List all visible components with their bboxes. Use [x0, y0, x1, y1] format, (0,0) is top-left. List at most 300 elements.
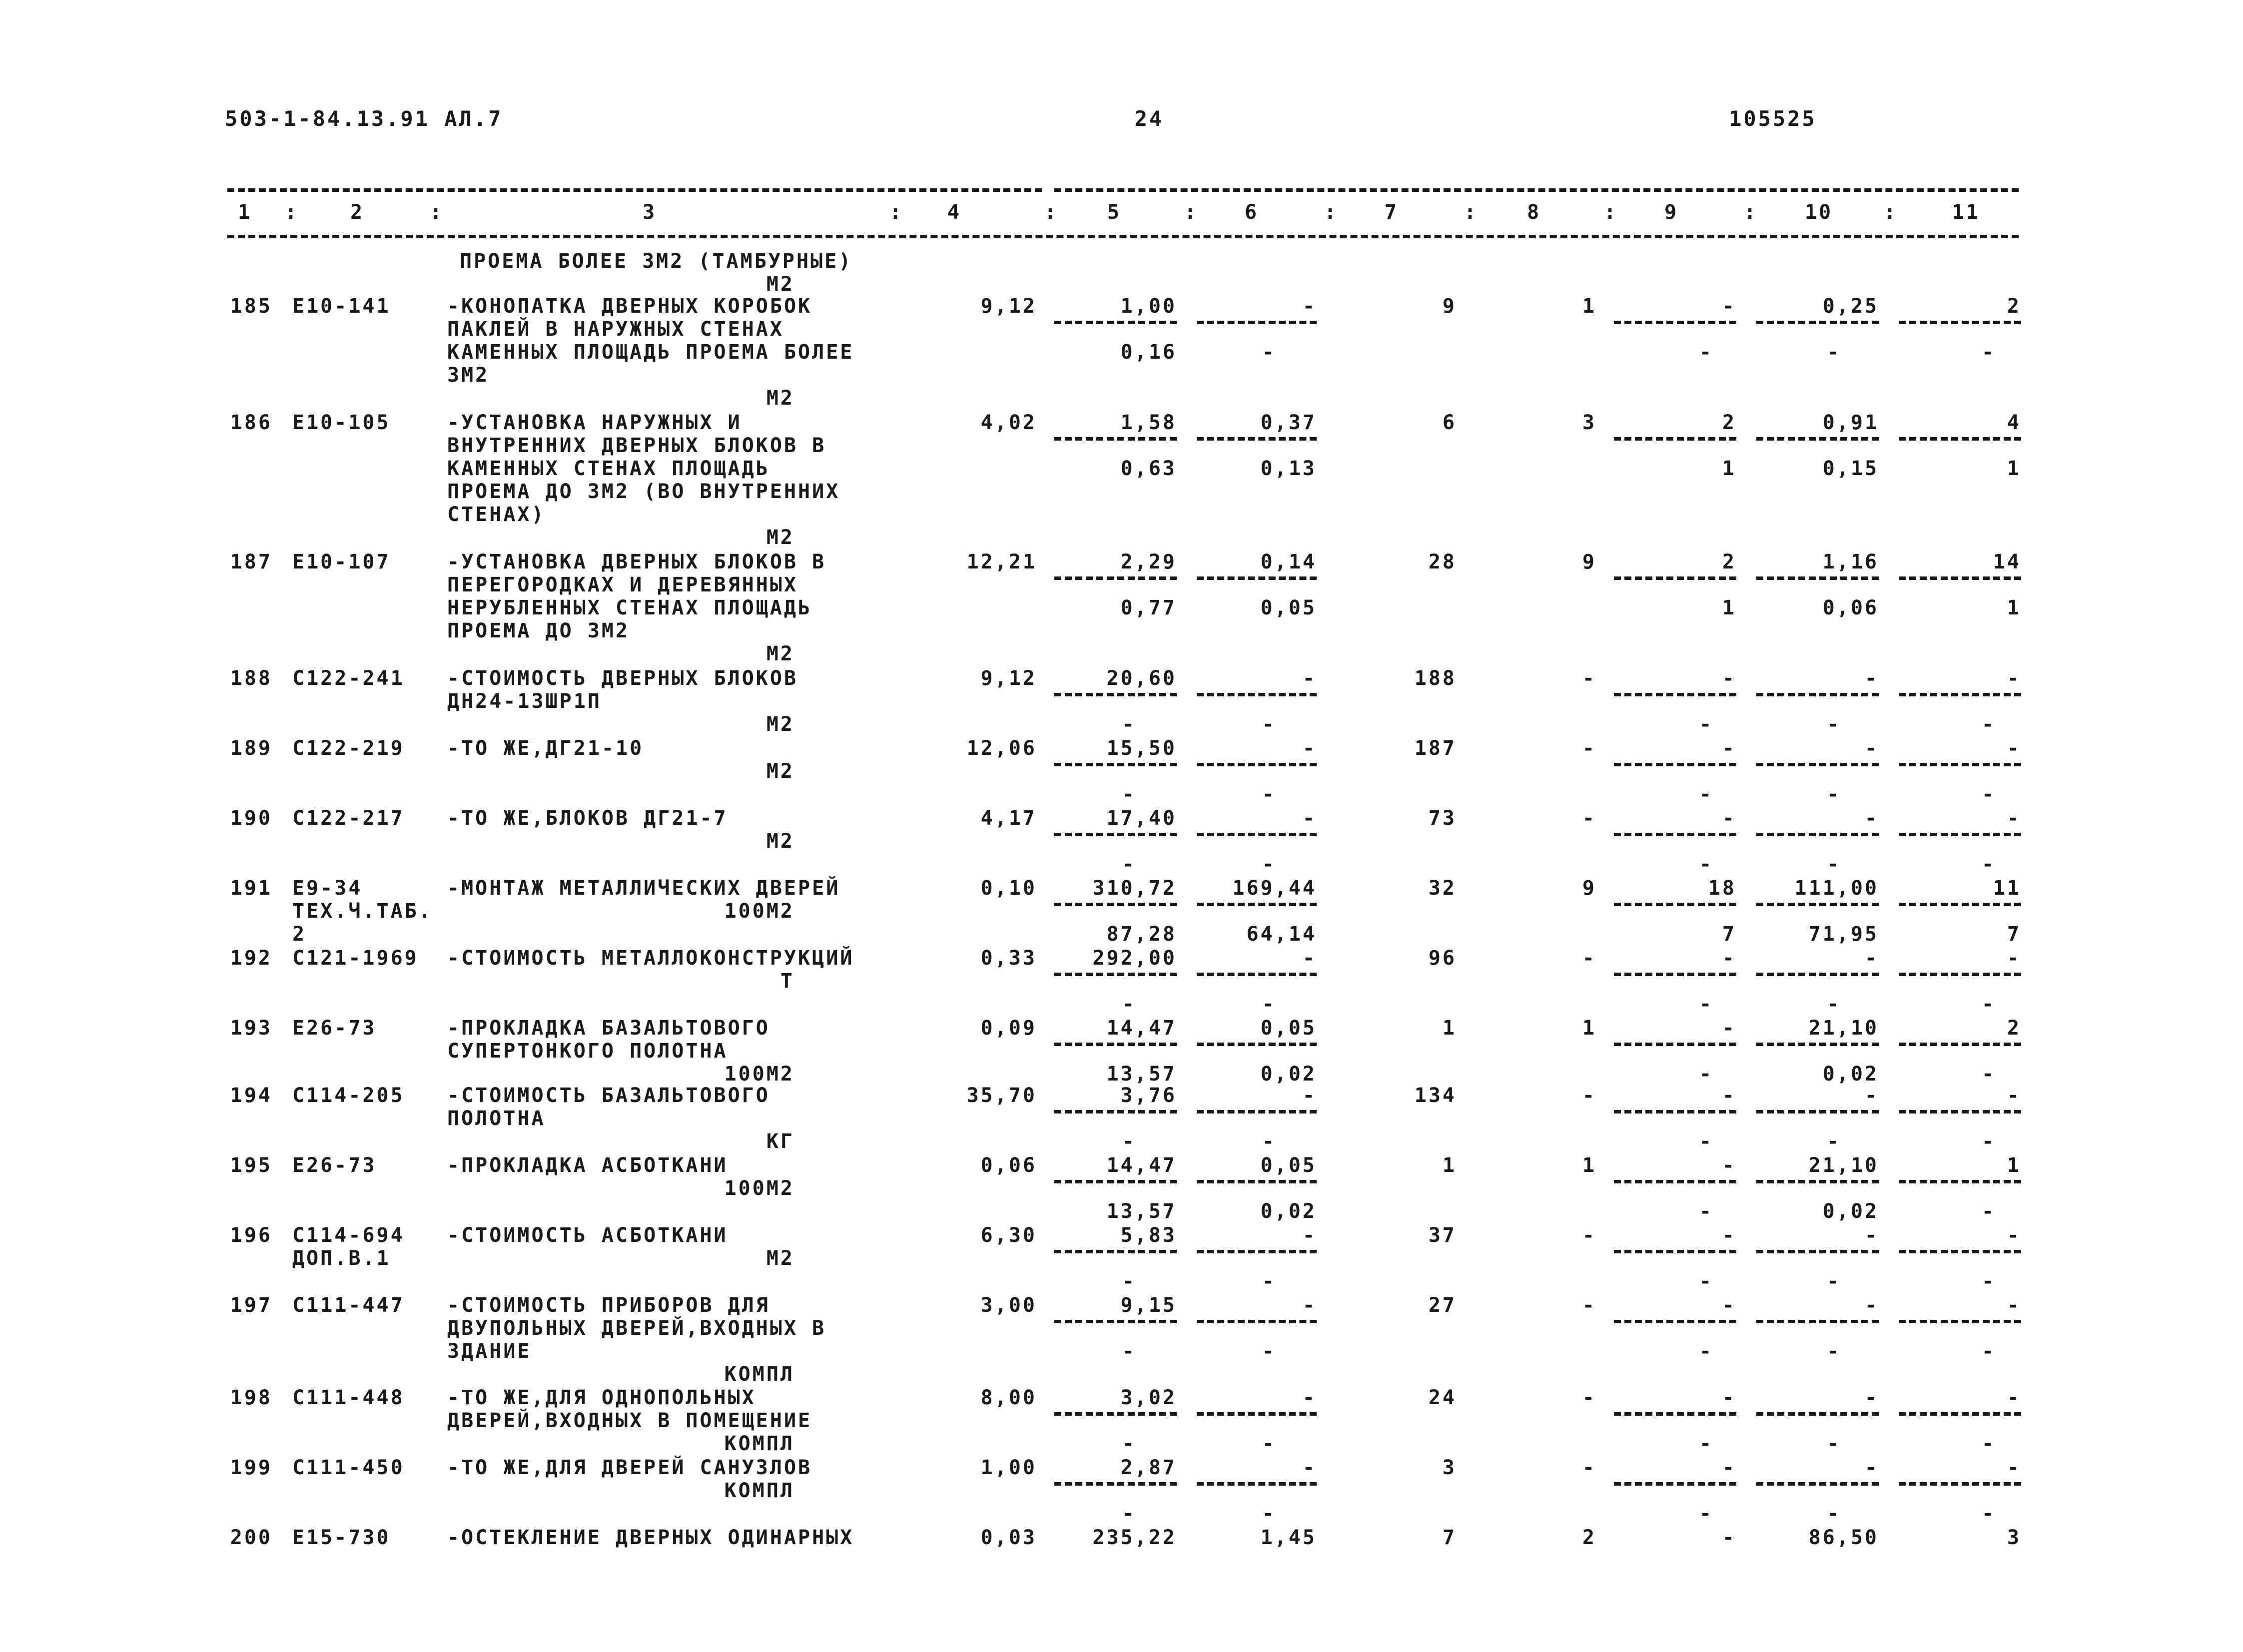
row-quantity: 9,12 [980, 295, 1037, 318]
row-description: -ПРОКЛАДКА АСБОТКАНИ [447, 1154, 728, 1177]
row-quantity: 6,30 [980, 1224, 1037, 1247]
row-c8: - [1582, 947, 1596, 970]
row-c9-sub: - [1699, 1502, 1714, 1525]
value-divider [1197, 1482, 1317, 1486]
row-number: 185 [230, 295, 272, 318]
row-c11: - [2007, 1224, 2021, 1247]
row-c10-sub: - [1826, 713, 1841, 736]
row-c10-sub: - [1826, 1502, 1841, 1525]
value-divider [1054, 903, 1177, 906]
row-c9: - [1722, 1017, 1736, 1040]
row-quantity: 12,21 [966, 551, 1037, 573]
row-c11-sub: - [1981, 853, 1996, 876]
row-c11: - [2007, 1294, 2021, 1317]
row-c11: - [2007, 947, 2021, 970]
value-divider [1197, 1250, 1317, 1253]
value-divider [1614, 973, 1736, 976]
value-divider [1054, 1412, 1177, 1416]
row-number: 187 [230, 551, 272, 573]
row-c6: - [1302, 1084, 1317, 1107]
row-number: 199 [230, 1456, 272, 1479]
column-header-6: 6 [1244, 201, 1259, 224]
row-c5-sub: - [1122, 993, 1137, 1016]
row-c6: - [1302, 1456, 1317, 1479]
column-separator: : [1184, 201, 1199, 224]
row-c10: 21,10 [1808, 1154, 1879, 1177]
row-c6: - [1302, 1386, 1317, 1409]
row-c10-sub: 0,06 [1822, 596, 1879, 619]
row-code: 2 [292, 923, 307, 946]
row-code: Е26-73 [292, 1154, 377, 1177]
row-c9: - [1722, 1386, 1736, 1409]
row-quantity: 35,70 [966, 1084, 1037, 1107]
row-c10: 111,00 [1794, 877, 1879, 900]
row-description: -КОНОПАТКА ДВЕРНЫХ КОРОБОК [447, 295, 812, 318]
row-c7: 37 [1428, 1224, 1457, 1247]
value-divider [1614, 693, 1736, 696]
row-c6: 169,44 [1232, 877, 1317, 900]
row-c9: 2 [1722, 411, 1736, 434]
row-c10-sub: - [1826, 1340, 1841, 1363]
row-unit: М2 [766, 642, 794, 665]
row-number: 198 [230, 1386, 272, 1409]
value-divider [1197, 1180, 1317, 1183]
row-quantity: 12,06 [966, 737, 1037, 760]
value-divider [1899, 833, 2021, 836]
row-code: С114-205 [292, 1084, 405, 1107]
row-c5-sub: - [1122, 1340, 1137, 1363]
row-quantity: 9,12 [980, 667, 1037, 690]
row-c11: 3 [2007, 1526, 2021, 1549]
value-divider [1054, 763, 1177, 766]
row-quantity: 0,09 [980, 1017, 1037, 1040]
column-header-1: 1 [237, 201, 252, 224]
row-code: С121-1969 [292, 947, 419, 970]
row-code: С122-219 [292, 737, 405, 760]
row-c5-sub: 87,28 [1106, 923, 1177, 946]
row-c10-sub: 0,02 [1822, 1063, 1879, 1086]
row-c8: 9 [1582, 551, 1596, 573]
row-number: 193 [230, 1017, 272, 1040]
row-c8: 1 [1582, 1154, 1596, 1177]
value-divider [1899, 973, 2021, 976]
doc-code: 503-1-84.13.91 АЛ.7 [225, 106, 503, 131]
value-divider [1197, 437, 1317, 441]
row-quantity: 4,17 [980, 807, 1037, 830]
row-c8: - [1582, 1224, 1596, 1247]
row-c9: 2 [1722, 551, 1736, 573]
row-c9-sub: 1 [1722, 596, 1736, 619]
value-divider [1054, 437, 1177, 441]
row-c5-sub: 13,57 [1106, 1063, 1177, 1086]
row-c9-sub: - [1699, 1130, 1714, 1153]
column-separator: : [285, 201, 299, 224]
row-description: -УСТАНОВКА НАРУЖНЫХ И [447, 411, 742, 434]
row-c7: 7 [1442, 1526, 1457, 1549]
row-quantity: 0,33 [980, 947, 1037, 970]
row-description: ПРОЕМА ДО ЗМ2 (ВО ВНУТРЕННИХ [447, 480, 840, 503]
row-c5-sub: 13,57 [1106, 1200, 1177, 1223]
value-divider [1756, 1110, 1879, 1113]
row-c9: - [1722, 667, 1736, 690]
value-divider [1197, 903, 1317, 906]
row-quantity: 0,06 [980, 1154, 1037, 1177]
row-c5-sub: - [1122, 1502, 1137, 1525]
row-c5: 14,47 [1106, 1017, 1177, 1040]
row-continuation-text: ПРОЕМА БОЛЕЕ ЗМ2 (ТАМБУРНЫЕ) [460, 250, 853, 273]
row-number: 196 [230, 1224, 272, 1247]
column-header-10: 10 [1804, 201, 1833, 224]
row-code: Е10-107 [292, 551, 391, 573]
row-quantity: 0,03 [980, 1526, 1037, 1549]
value-divider [1756, 1482, 1879, 1486]
row-c9-sub: 1 [1722, 457, 1736, 480]
row-c11-sub: - [1981, 1432, 1996, 1455]
value-divider [1756, 576, 1879, 580]
row-c6: 0,05 [1260, 1017, 1317, 1040]
row-c10-sub: 71,95 [1808, 923, 1879, 946]
row-c10-sub: - [1826, 1270, 1841, 1293]
value-divider [1614, 1043, 1736, 1046]
column-separator: : [1604, 201, 1618, 224]
value-divider [1197, 693, 1317, 696]
row-c10-sub: 0,02 [1822, 1200, 1879, 1223]
row-c11: 2 [2007, 1017, 2021, 1040]
column-separator: : [1744, 201, 1758, 224]
header-rule-top [227, 188, 1042, 192]
row-c9-sub: 7 [1722, 923, 1736, 946]
row-unit: М2 [766, 387, 794, 410]
row-c5: 2,29 [1120, 551, 1177, 573]
row-c6-sub: - [1262, 783, 1277, 806]
row-c8: 3 [1582, 411, 1596, 434]
row-c10-sub: - [1826, 993, 1841, 1016]
row-unit: М2 [766, 760, 794, 783]
row-code: С122-241 [292, 667, 405, 690]
row-c5-sub: 0,16 [1120, 341, 1177, 364]
row-c7: 27 [1428, 1294, 1457, 1317]
row-c9: - [1722, 807, 1736, 830]
row-c11: - [2007, 737, 2021, 760]
row-c8: 1 [1582, 295, 1596, 318]
row-c10: 1,16 [1822, 551, 1879, 573]
row-unit: 100М2 [724, 900, 794, 923]
value-divider [1197, 576, 1317, 580]
row-c5-sub: 0,77 [1120, 596, 1177, 619]
row-number: 194 [230, 1084, 272, 1107]
header-rule-top [1054, 188, 2019, 192]
row-c7: 134 [1414, 1084, 1457, 1107]
row-c5: 310,72 [1092, 877, 1177, 900]
value-divider [1756, 437, 1879, 441]
column-header-8: 8 [1526, 201, 1541, 224]
row-description: -МОНТАЖ МЕТАЛЛИЧЕСКИХ ДВЕРЕЙ [447, 877, 840, 900]
row-c6: - [1302, 295, 1317, 318]
row-c5: 9,15 [1120, 1294, 1177, 1317]
row-description: СТЕНАХ) [447, 503, 546, 526]
value-divider [1614, 437, 1736, 441]
row-c6: - [1302, 1294, 1317, 1317]
row-c11: - [2007, 1084, 2021, 1107]
row-c11: 4 [2007, 411, 2021, 434]
value-divider [1899, 1320, 2021, 1323]
row-c11-sub: - [1981, 713, 1996, 736]
row-c10: - [1864, 1224, 1879, 1247]
row-c10-sub: - [1826, 783, 1841, 806]
row-c10: - [1864, 807, 1879, 830]
row-description: -СТОИМОСТЬ ПРИБОРОВ ДЛЯ [447, 1294, 770, 1317]
row-c9: - [1722, 1224, 1736, 1247]
row-description: -ТО ЖЕ,ДЛЯ ОДНОПОЛЬНЫХ [447, 1386, 756, 1409]
row-unit: М2 [766, 273, 794, 296]
row-c5-sub: - [1122, 783, 1137, 806]
row-c10: - [1864, 1386, 1879, 1409]
row-c9: - [1722, 737, 1736, 760]
row-c9-sub: - [1699, 783, 1714, 806]
value-divider [1614, 1110, 1736, 1113]
row-c9-sub: - [1699, 1432, 1714, 1455]
row-c5: 3,76 [1120, 1084, 1177, 1107]
row-c6: - [1302, 807, 1317, 830]
value-divider [1899, 763, 2021, 766]
row-description: ДВУПОЛЬНЫХ ДВЕРЕЙ,ВХОДНЫХ В [447, 1317, 826, 1340]
row-c11-sub: 1 [2007, 596, 2021, 619]
row-description: -УСТАНОВКА ДВЕРНЫХ БЛОКОВ В [447, 551, 826, 573]
row-unit: М2 [766, 526, 794, 549]
row-c7: 188 [1414, 667, 1457, 690]
row-description: ПРОЕМА ДО ЗМ2 [447, 619, 630, 642]
value-divider [1197, 973, 1317, 976]
row-c9-sub: - [1699, 853, 1714, 876]
row-c7: 9 [1442, 295, 1457, 318]
row-c8: 1 [1582, 1017, 1596, 1040]
row-number: 197 [230, 1294, 272, 1317]
row-code: Е15-730 [292, 1526, 391, 1549]
row-c10: 21,10 [1808, 1017, 1879, 1040]
value-divider [1899, 1043, 2021, 1046]
value-divider [1756, 763, 1879, 766]
value-divider [1197, 1320, 1317, 1323]
value-divider [1197, 1043, 1317, 1046]
value-divider [1054, 833, 1177, 836]
value-divider [1197, 763, 1317, 766]
row-c10: - [1864, 1294, 1879, 1317]
row-c5-sub: - [1122, 1270, 1137, 1293]
row-c6: - [1302, 667, 1317, 690]
row-c5-sub: - [1122, 1432, 1137, 1455]
row-c9-sub: - [1699, 713, 1714, 736]
row-c7: 1 [1442, 1017, 1457, 1040]
value-divider [1899, 1250, 2021, 1253]
row-c6: - [1302, 1224, 1317, 1247]
row-c6: 0,05 [1260, 1154, 1317, 1177]
row-c11: 1 [2007, 1154, 2021, 1177]
row-c6-sub: 0,13 [1260, 457, 1317, 480]
row-description: ВНУТРЕННИХ ДВЕРНЫХ БЛОКОВ В [447, 434, 826, 457]
row-code: Е10-141 [292, 295, 391, 318]
value-divider [1054, 1320, 1177, 1323]
row-c7: 28 [1428, 551, 1457, 573]
row-description: -ОСТЕКЛЕНИЕ ДВЕРНЫХ ОДИНАРНЫХ [447, 1526, 854, 1549]
row-c6: 0,37 [1260, 411, 1317, 434]
row-number: 191 [230, 877, 272, 900]
row-c5-sub: - [1122, 853, 1137, 876]
row-unit: М2 [766, 830, 794, 853]
row-c11-sub: - [1981, 341, 1996, 364]
value-divider [1756, 1250, 1879, 1253]
row-c5-sub: - [1122, 713, 1137, 736]
row-unit: М2 [766, 1247, 794, 1270]
value-divider [1054, 1110, 1177, 1113]
row-description: -СТОИМОСТЬ МЕТАЛЛОКОНСТРУКЦИЙ [447, 947, 854, 970]
row-description: ДН24-13ШР1П [447, 690, 602, 713]
row-description: -ТО ЖЕ,БЛОКОВ ДГ21-7 [447, 807, 728, 830]
row-c5: 20,60 [1106, 667, 1177, 690]
row-c8: - [1582, 1084, 1596, 1107]
row-description: -ПРОКЛАДКА БАЗАЛЬТОВОГО [447, 1017, 770, 1040]
row-c10: 0,91 [1822, 411, 1879, 434]
row-c6-sub: - [1262, 1130, 1277, 1153]
row-c5-sub: - [1122, 1130, 1137, 1153]
row-c7: 1 [1442, 1154, 1457, 1177]
page-number: 24 [1134, 106, 1164, 131]
row-c8: - [1582, 1294, 1596, 1317]
row-code: С114-694 [292, 1224, 405, 1247]
row-description: КАМЕННЫХ ПЛОЩАДЬ ПРОЕМА БОЛЕЕ [447, 341, 854, 364]
value-divider [1899, 576, 2021, 580]
row-c9: - [1722, 1456, 1736, 1479]
value-divider [1054, 973, 1177, 976]
column-header-5: 5 [1107, 201, 1122, 224]
row-c5: 235,22 [1092, 1526, 1177, 1549]
value-divider [1054, 1043, 1177, 1046]
row-c8: - [1582, 667, 1596, 690]
row-description: -СТОИМОСТЬ БАЗАЛЬТОВОГО [447, 1084, 770, 1107]
row-c5: 1,58 [1120, 411, 1177, 434]
column-header-11: 11 [1952, 201, 1981, 224]
row-description: ЗМ2 [447, 364, 490, 387]
row-c7: 3 [1442, 1456, 1457, 1479]
row-c9-sub: - [1699, 1340, 1714, 1363]
row-code: С111-448 [292, 1386, 405, 1409]
value-divider [1756, 833, 1879, 836]
row-description: ЗДАНИЕ [447, 1340, 532, 1363]
row-c10-sub: - [1826, 1130, 1841, 1153]
row-quantity: 8,00 [980, 1386, 1037, 1409]
row-c5: 5,83 [1120, 1224, 1177, 1247]
row-c10: - [1864, 1456, 1879, 1479]
row-quantity: 4,02 [980, 411, 1037, 434]
row-c6-sub: - [1262, 993, 1277, 1016]
row-c6-sub: 64,14 [1246, 923, 1317, 946]
row-number: 190 [230, 807, 272, 830]
row-c6-sub: - [1262, 1340, 1277, 1363]
row-c5: 15,50 [1106, 737, 1177, 760]
row-c6-sub: 0,05 [1260, 596, 1317, 619]
row-c5: 2,87 [1120, 1456, 1177, 1479]
row-unit: КГ [766, 1130, 794, 1153]
row-c11-sub: - [1981, 1502, 1996, 1525]
row-description: -СТОИМОСТЬ АСБОТКАНИ [447, 1224, 728, 1247]
row-number: 189 [230, 737, 272, 760]
row-c11-sub: - [1981, 1200, 1996, 1223]
value-divider [1054, 1482, 1177, 1486]
row-c8: 2 [1582, 1526, 1596, 1549]
column-header-2: 2 [350, 201, 365, 224]
row-unit: 100М2 [724, 1063, 794, 1086]
row-quantity: 1,00 [980, 1456, 1037, 1479]
row-c7: 96 [1428, 947, 1457, 970]
row-c11-sub: - [1981, 1270, 1996, 1293]
value-divider [1899, 903, 2021, 906]
value-divider [1197, 321, 1317, 324]
row-c6-sub: - [1262, 341, 1277, 364]
value-divider [1614, 903, 1736, 906]
row-description: КАМЕННЫХ СТЕНАХ ПЛОЩАДЬ [447, 457, 770, 480]
row-c7: 187 [1414, 737, 1457, 760]
row-c10: - [1864, 1084, 1879, 1107]
row-c5: 292,00 [1092, 947, 1177, 970]
row-code: С111-447 [292, 1294, 405, 1317]
row-c9: 18 [1708, 877, 1736, 900]
row-description: -ТО ЖЕ,ДЛЯ ДВЕРЕЙ САНУЗЛОВ [447, 1456, 812, 1479]
value-divider [1054, 1250, 1177, 1253]
row-c9: - [1722, 295, 1736, 318]
row-description: ПОЛОТНА [447, 1107, 546, 1130]
value-divider [1756, 1320, 1879, 1323]
column-header-4: 4 [947, 201, 962, 224]
row-c11-sub: - [1981, 993, 1996, 1016]
row-c11: 14 [1993, 551, 2021, 573]
row-c11-sub: - [1981, 1063, 1996, 1086]
row-c5: 3,02 [1120, 1386, 1177, 1409]
row-number: 195 [230, 1154, 272, 1177]
row-code: Е9-34 [292, 877, 363, 900]
value-divider [1899, 1412, 2021, 1416]
row-c9: - [1722, 1084, 1736, 1107]
row-code: С111-450 [292, 1456, 405, 1479]
row-c11-sub: - [1981, 1340, 1996, 1363]
row-unit: Т [780, 970, 794, 993]
row-c6: 0,14 [1260, 551, 1317, 573]
value-divider [1197, 1110, 1317, 1113]
value-divider [1899, 1180, 2021, 1183]
row-c9: - [1722, 1526, 1736, 1549]
row-c6-sub: - [1262, 1270, 1277, 1293]
row-c10: 86,50 [1808, 1526, 1879, 1549]
row-c10: - [1864, 737, 1879, 760]
row-c6-sub: - [1262, 713, 1277, 736]
row-number: 192 [230, 947, 272, 970]
row-quantity: 3,00 [980, 1294, 1037, 1317]
row-c8: - [1582, 1456, 1596, 1479]
column-separator: : [889, 201, 904, 224]
row-c11: 11 [1993, 877, 2021, 900]
row-c9: - [1722, 947, 1736, 970]
column-separator: : [1044, 201, 1059, 224]
value-divider [1054, 693, 1177, 696]
row-unit: 100М2 [724, 1177, 794, 1200]
row-description: -СТОИМОСТЬ ДВЕРНЫХ БЛОКОВ [447, 667, 798, 690]
row-description: НЕРУБЛЕННЫХ СТЕНАХ ПЛОЩАДЬ [447, 596, 812, 619]
value-divider [1899, 693, 2021, 696]
value-divider [1197, 833, 1317, 836]
value-divider [1899, 437, 2021, 441]
column-separator: : [430, 201, 444, 224]
row-c11: - [2007, 807, 2021, 830]
value-divider [1614, 321, 1736, 324]
row-code: Е26-73 [292, 1017, 377, 1040]
